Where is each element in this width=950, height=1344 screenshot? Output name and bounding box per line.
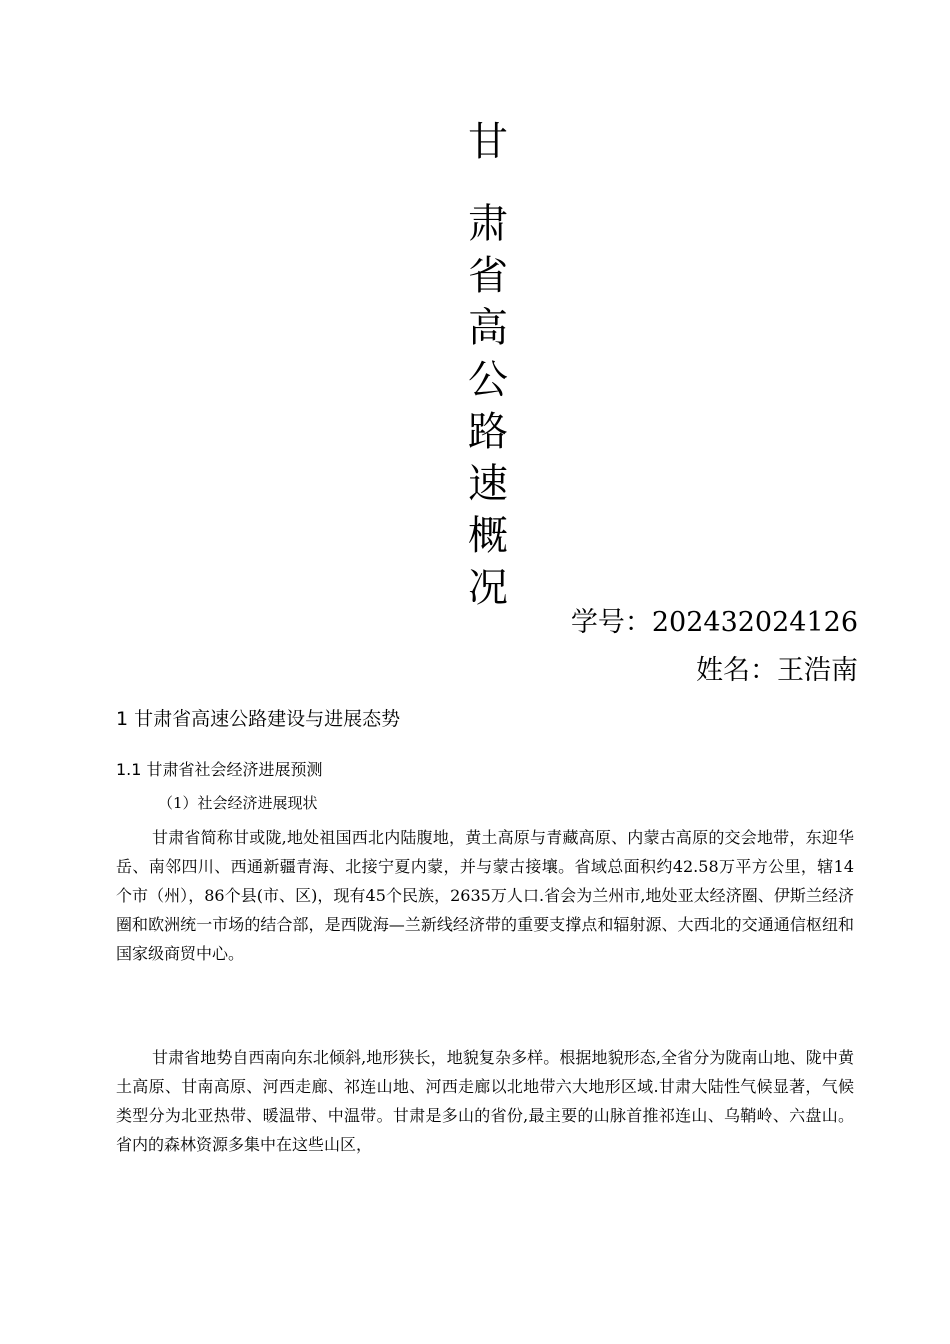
title-char: 况: [468, 565, 508, 611]
body-paragraph: 甘肃省简称甘或陇,地处祖国西北内陆腹地，黄土高原与青藏高原、内蒙古高原的交会地带，东迎华岳、南邻四川、西通新疆青海、北接宁夏内蒙，并与蒙古接壤。省域总面积约42.58万平方公里，辖14个市（州），86个县(市、区)，现有45个民族，2635万人口.省会为兰州市,地处亚太经济圈、伊斯兰经济圈和欧洲统一市场的结合部，是西陇海—兰新线经济带的重要支撑点和辐射源、大西北的交通通信枢纽和国家级商贸中心。: [116, 828, 854, 963]
title-char: 公: [468, 357, 508, 403]
title-char: 甘: [468, 119, 508, 165]
student-id: 学号：202432024126: [570, 607, 858, 638]
title-char: 肃: [468, 201, 508, 247]
subsection-heading: 1.1 甘肃省社会经济进展预测: [116, 760, 323, 779]
title-char: 高: [468, 305, 508, 351]
student-name: 姓名：王浩南: [696, 655, 858, 686]
body-paragraph: 甘肃省地势自西南向东北倾斜,地形狭长，地貌复杂多样。根据地貌形态,全省分为陇南山地、陇中黄土高原、甘南高原、河西走廊、祁连山地、河西走廊以北地带六大地形区域.甘肃大陆性气候显著，气候类型分为北亚热带、暖温带、中温带。甘肃是多山的省份,最主要的山脉首推祁连山、乌鞘岭、六盘山。省内的森林资源多集中在这些山区，: [116, 1048, 854, 1154]
title-char: 路: [468, 409, 508, 455]
item-heading: （1）社会经济进展现状: [158, 794, 318, 812]
vertical-title: [462, 119, 514, 620]
title-char: 省: [468, 253, 508, 299]
title-char: 速: [468, 461, 508, 507]
title-char: 概: [468, 513, 508, 559]
section-heading: 1 甘肃省高速公路建设与进展态势: [116, 708, 401, 730]
